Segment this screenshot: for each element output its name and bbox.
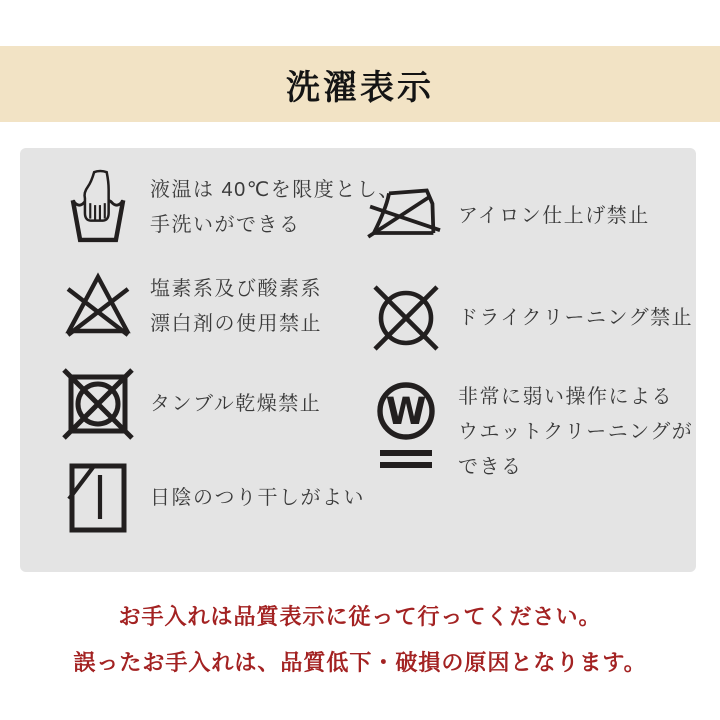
no-dry-clean-icon (364, 281, 448, 355)
care-item-no-tumble-dry (56, 360, 321, 448)
care-line: 非常に弱い操作による (458, 385, 673, 408)
care-line: 塩素系及び酸素系 (150, 278, 322, 300)
care-item-text (458, 380, 693, 485)
care-item-text (458, 301, 693, 336)
care-line: 手洗いができる (150, 214, 301, 236)
care-warning-line1: お手入れは品質表示に従って行ってください。 (118, 604, 602, 629)
care-item-text (150, 387, 321, 422)
care-line: アイロン仕上げ禁止 (458, 204, 650, 227)
care-item-wet-clean (364, 376, 693, 488)
no-iron-icon (364, 182, 448, 250)
care-line: ドライクリーニング禁止 (458, 306, 694, 329)
care-item-no-dry-clean (364, 276, 693, 360)
care-line: タンブル乾燥禁止 (150, 392, 322, 415)
care-item-no-bleach (56, 262, 322, 352)
care-line: できる (458, 455, 523, 478)
care-item-shade-line-dry (56, 456, 365, 540)
care-warning-line2: 誤ったお手入れは、品質低下・破損の原因となります。 (73, 650, 647, 675)
care-line: 漂白剤の使用禁止 (150, 313, 322, 335)
no-tumble-dry-icon (56, 365, 140, 443)
care-warning (0, 602, 720, 678)
care-item-text (458, 199, 650, 234)
care-item-text (150, 173, 400, 243)
wet-clean-letter: W (385, 390, 427, 433)
care-item-text (150, 481, 365, 516)
care-item-no-iron (364, 176, 650, 256)
title-banner (0, 46, 720, 122)
no-bleach-icon (56, 271, 140, 343)
care-item-hand-wash (56, 164, 400, 252)
shade-line-dry-icon (56, 461, 140, 535)
care-line: 液温は 40℃を限度とし、 (150, 179, 400, 201)
wet-clean-gentle-icon (364, 381, 448, 483)
hand-wash-icon (56, 169, 140, 247)
care-line: ウエットクリーニングが (458, 420, 694, 443)
care-item-text (150, 272, 322, 342)
page-title: 洗濯表示 (286, 68, 434, 107)
care-line: 日陰のつり干しがよい (150, 486, 365, 509)
